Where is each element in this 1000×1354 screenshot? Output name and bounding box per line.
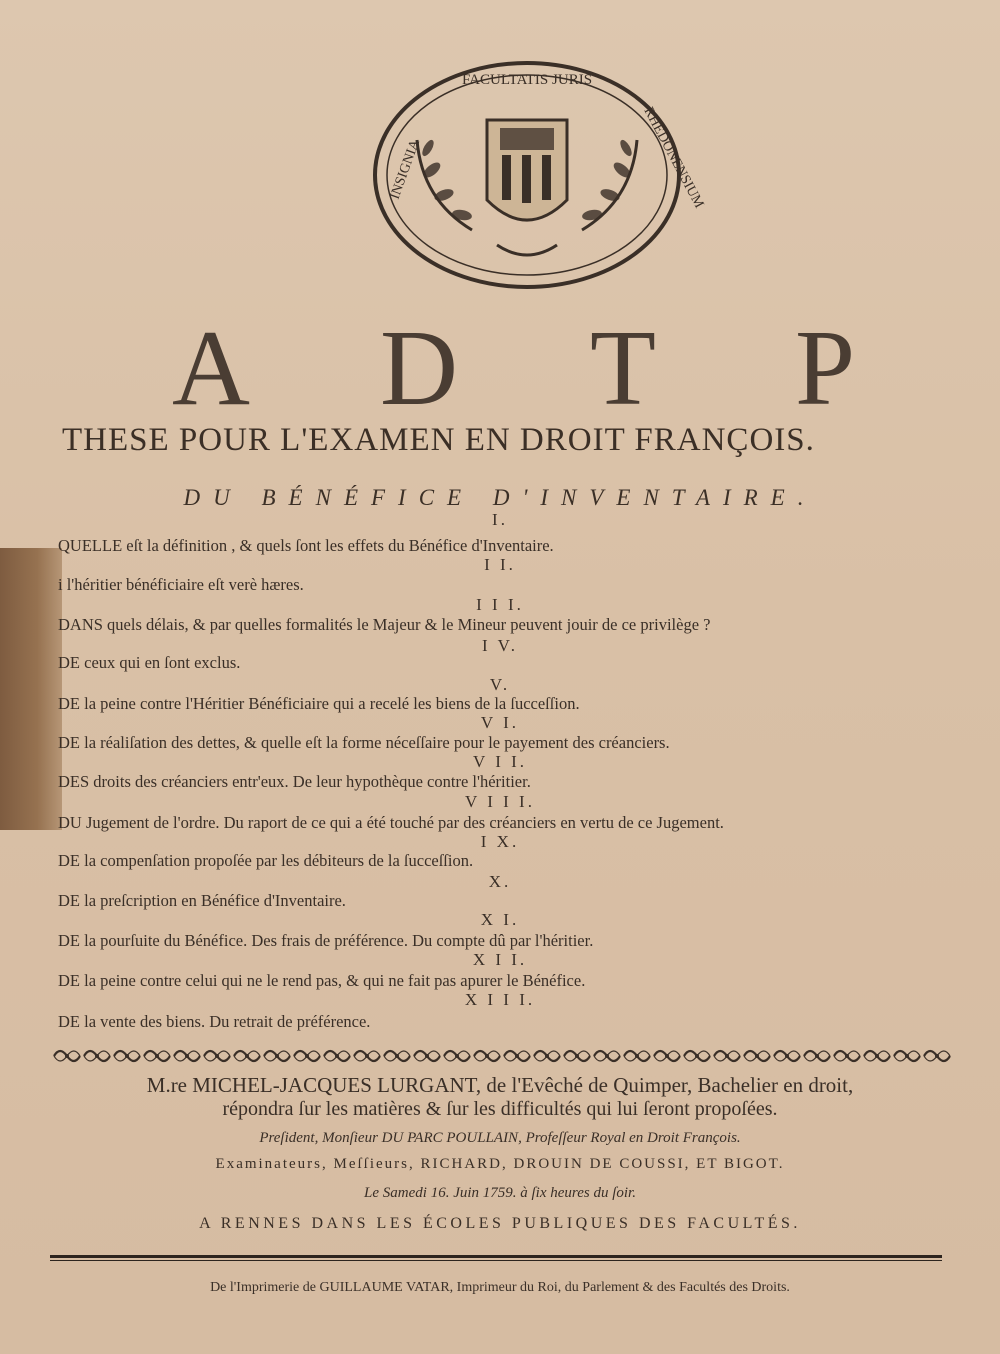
article-text: DE la vente des biens. Du retrait de préférence. (58, 1012, 371, 1031)
article-item (0, 832, 1000, 870)
article-numeral: I X. (480, 832, 520, 851)
article-numeral: I V. (482, 636, 518, 655)
divider-rule (50, 1260, 942, 1261)
article-text: DE la pourſuite du Bénéfice. Des frais de préférence. Du compte dû par l'héritier. (58, 931, 594, 950)
place-line: A RENNES DANS LES ÉCOLES PUBLIQUES DES FACULTÉS. (199, 1215, 801, 1232)
article-text: DE la preſcription en Bénéfice d'Inventaire. (58, 891, 346, 910)
candidate-line: répondra ſur les matières & ſur les difficultés qui lui ſeront propoſées. (222, 1098, 778, 1120)
article-numeral: X I. (480, 910, 520, 929)
divider-rule (50, 1255, 942, 1258)
article-item (0, 990, 1000, 1031)
article-numeral: V. (489, 675, 511, 694)
printer-imprint: De l'Imprimerie de GUILLAUME VATAR, Imprimeur du Roi, du Parlement & des Facultés des Droits. (210, 1280, 790, 1295)
title-letter: T (590, 309, 656, 428)
seal-inscription-top: FACULTATIS JURIS (461, 72, 593, 88)
article-item (0, 555, 1000, 594)
article-item (0, 713, 1000, 752)
article-numeral: X I I I. (464, 990, 536, 1009)
article-text: DANS quels délais, & par quelles formalités le Majeur & le Mineur peuvent jouir de ce privilège ? (58, 615, 711, 634)
faculty-seal-emblem (362, 50, 707, 300)
article-numeral: V I. (480, 713, 520, 732)
article-numeral: X I I. (472, 950, 528, 969)
article-item (0, 950, 1000, 990)
article-numeral: I. (492, 510, 508, 529)
title-letter: D (380, 309, 458, 428)
article-numeral: I I. (484, 555, 516, 574)
article-item (0, 872, 1000, 910)
article-numeral: V I I. (472, 752, 528, 771)
article-text: DE la réaliſation des dettes, & quelle eſt la forme néceſſaire pour le payement des créanciers. (58, 733, 670, 752)
article-text: DES droits des créanciers entr'eux. De leur hypothèque contre l'héritier. (58, 772, 531, 791)
seal-inscription-left: INSIGNIA (387, 137, 424, 202)
candidate-block (0, 1073, 1000, 1121)
examiners-line: Examinateurs, Meſſieurs, RICHARD, DROUIN DE COUSSI, ET BIGOT. (215, 1156, 785, 1172)
president-line: Preſident, Monſieur DU PARC POULLAIN, Profeſſeur Royal en Droit François. (259, 1130, 741, 1146)
title-letter: P (795, 309, 856, 428)
article-numeral: X. (488, 872, 512, 891)
article-text: i l'héritier bénéficiaire eſt verè hæres. (58, 575, 304, 594)
article-item (0, 792, 1000, 832)
article-item (0, 675, 1000, 713)
thesis-headline: THESE POUR L'EXAMEN EN DROIT FRANÇOIS. (62, 422, 815, 458)
article-item (0, 595, 1000, 634)
date-line: Le Samedi 16. Juin 1759. à ſix heures du ſoir. (364, 1185, 636, 1201)
article-text: DE ceux qui en ſont exclus. (58, 653, 241, 672)
article-text: QUELLE eſt la définition , & quels ſont les effets du Bénéfice d'Inventaire. (58, 536, 554, 555)
title-letters (0, 309, 1000, 428)
article-numeral: I I I. (476, 595, 524, 614)
title-letter: A (172, 309, 250, 428)
article-text: DU Jugement de l'ordre. Du raport de ce qui a été touché par des créanciers en vertu de ce Jugement. (58, 813, 724, 832)
thesis-subheading: DU BÉNÉFICE D'INVENTAIRE. (183, 485, 817, 510)
article-item (0, 510, 1000, 555)
article-text: DE la peine contre celui qui ne le rend pas, & qui ne fait pas apurer le Bénéfice. (58, 971, 586, 990)
article-item (0, 910, 1000, 950)
ornamental-border (52, 1044, 952, 1068)
seal-inscription-right: RHEDONENSIUM (640, 104, 707, 211)
article-text: DE la peine contre l'Héritier Bénéficiaire qui a recelé les biens de la ſucceſſion. (58, 694, 580, 713)
article-item (0, 752, 1000, 791)
article-item (0, 636, 1000, 672)
candidate-line: M.re MICHEL-JACQUES LURGANT, de l'Evêché de Quimper, Bachelier en droit, (146, 1073, 854, 1097)
article-text: DE la compenſation propoſée par les débiteurs de la ſucceſſion. (58, 851, 474, 870)
article-numeral: V I I I. (465, 792, 535, 811)
